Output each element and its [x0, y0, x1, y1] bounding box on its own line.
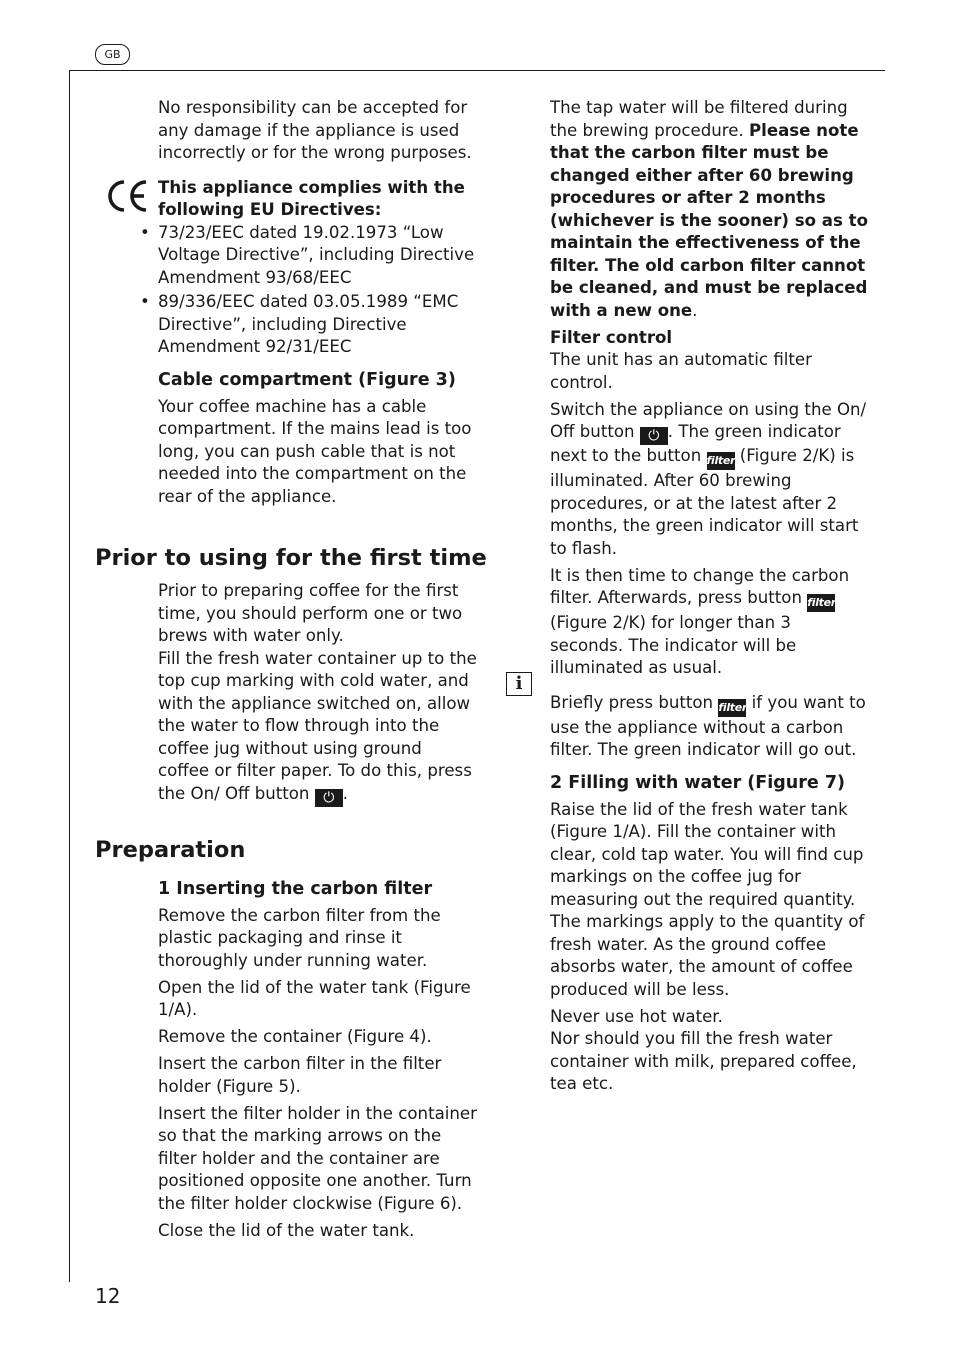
filter-button-icon: filter: [707, 452, 735, 470]
filling-heading: 2 Filling with water (Figure 7): [550, 772, 846, 793]
cable-paragraph: Your coffee machine has a cable compartment. If the mains lead is too long, you can push cable that is not needed into the compartment on the rear of the appliance.: [158, 396, 472, 506]
step-paragraph: Insert the carbon filter in the filter holder (Figure 5).: [158, 1054, 442, 1096]
never-paragraph-2: Nor should you fill the fresh water container with milk, prepared coffee, tea etc.: [550, 1029, 857, 1093]
directive-list: [158, 222, 478, 359]
change-filter-paragraph: It is then time to change the carbon filter. Afterwards, press button filter (Figure 2/K) for longer than 3 seconds. The indicator will be illuminated as usual.: [550, 565, 850, 677]
filling-paragraph-2: The markings apply to the quantity of fresh water. As the ground coffee absorbs water, the amount of coffee produced will be less.: [550, 912, 865, 999]
list-item: • 89/336/EEC dated 03.05.1989 “EMC Directive”, including Directive Amendment 92/31/EEC: [158, 291, 478, 359]
left-column: [158, 97, 478, 1242]
first-time-paragraph-2: Fill the fresh water container up to the top cup marking with cold water, and with the appliance switched on, allow the water to flow through into the coffee jug without using ground coffee or filter paper. To do this, press the On/ Off button ⏻ .: [158, 648, 477, 806]
switch-on-paragraph: Switch the appliance on using the On/ Off button ⏻ . The green indicator next to the button filter (Figure 2/K) is illuminated. After 60 brewing procedures, or at the latest after 2 months, the green indicator will start to flash.: [550, 399, 867, 558]
first-time-paragraph-1: Prior to preparing coffee for the first time, you should perform one or two brews with water only.: [158, 581, 463, 645]
filling-paragraph-1: Raise the lid of the fresh water tank (Figure 1/A). Fill the container with clear, cold tap water. You will find cup markings on the coffee jug for measuring out the required quantity.: [550, 799, 864, 909]
carbon-filter-note: Please note that the carbon filter must be changed either after 60 brewing procedures or after 2 months (whichever is the sooner) so as to maintain the effectiveness of the filter. The old carbon filter cannot be cleaned, and must be replaced with a new one: [550, 120, 868, 320]
right-column: [550, 97, 868, 1096]
filter-button-icon: filter: [718, 699, 746, 717]
filter-control-heading: Filter control: [550, 327, 673, 347]
list-item: • 73/23/EEC dated 19.02.1973 “Low Voltage Directive”, including Directive Amendment 93/68/EEC: [158, 222, 478, 290]
step-paragraph: Insert the filter holder in the container so that the marking arrows on the filter holder and the container are positioned opposite one another. Turn the filter holder clockwise (Figure 6).: [158, 1103, 477, 1213]
brief-press-paragraph: Briefly press button filter if you want to use the appliance without a carbon filter. The green indicator will go out.: [550, 692, 866, 759]
page-number: 12: [95, 1284, 121, 1308]
section-title-preparation: Preparation: [95, 837, 246, 863]
power-button-icon: ⏻: [640, 427, 668, 445]
filter-button-icon: filter: [807, 594, 835, 612]
cable-heading: Cable compartment (Figure 3): [158, 369, 456, 390]
filter-control-paragraph: The unit has an automatic filter control.: [550, 350, 812, 392]
country-badge: GB: [95, 44, 130, 65]
step-paragraph: Close the lid of the water tank.: [158, 1220, 415, 1240]
step-paragraph: Remove the container (Figure 4).: [158, 1027, 432, 1046]
left-rule: [69, 70, 70, 1282]
section-title-first-time: Prior to using for the first time: [95, 545, 487, 571]
info-icon: i: [506, 672, 532, 696]
carbon-heading: 1 Inserting the carbon filter: [158, 878, 433, 899]
never-paragraph-1: Never use hot water.: [550, 1006, 723, 1026]
ce-heading: This appliance complies with the following EU Directives:: [158, 177, 465, 219]
step-paragraph: Remove the carbon filter from the plastic packaging and rinse it thoroughly under running water.: [158, 905, 441, 970]
power-button-icon: ⏻: [315, 789, 343, 807]
step-paragraph: Open the lid of the water tank (Figure 1/A).: [158, 977, 471, 1019]
top-rule: [69, 70, 885, 71]
ce-mark-icon: [104, 176, 150, 216]
tap-water-paragraph: The tap water will be filtered during the brewing procedure. Please note that the carbon filter must be changed either after 60 brewing procedures or after 2 months (whichever is the sooner) so as to maintain the effectiveness of the filter. The old carbon filter cannot be cleaned, and must be replaced with a new one.: [550, 98, 868, 320]
responsibility-paragraph: No responsibility can be accepted for any damage if the appliance is used incorrectly or for the wrong purposes.: [158, 98, 472, 162]
